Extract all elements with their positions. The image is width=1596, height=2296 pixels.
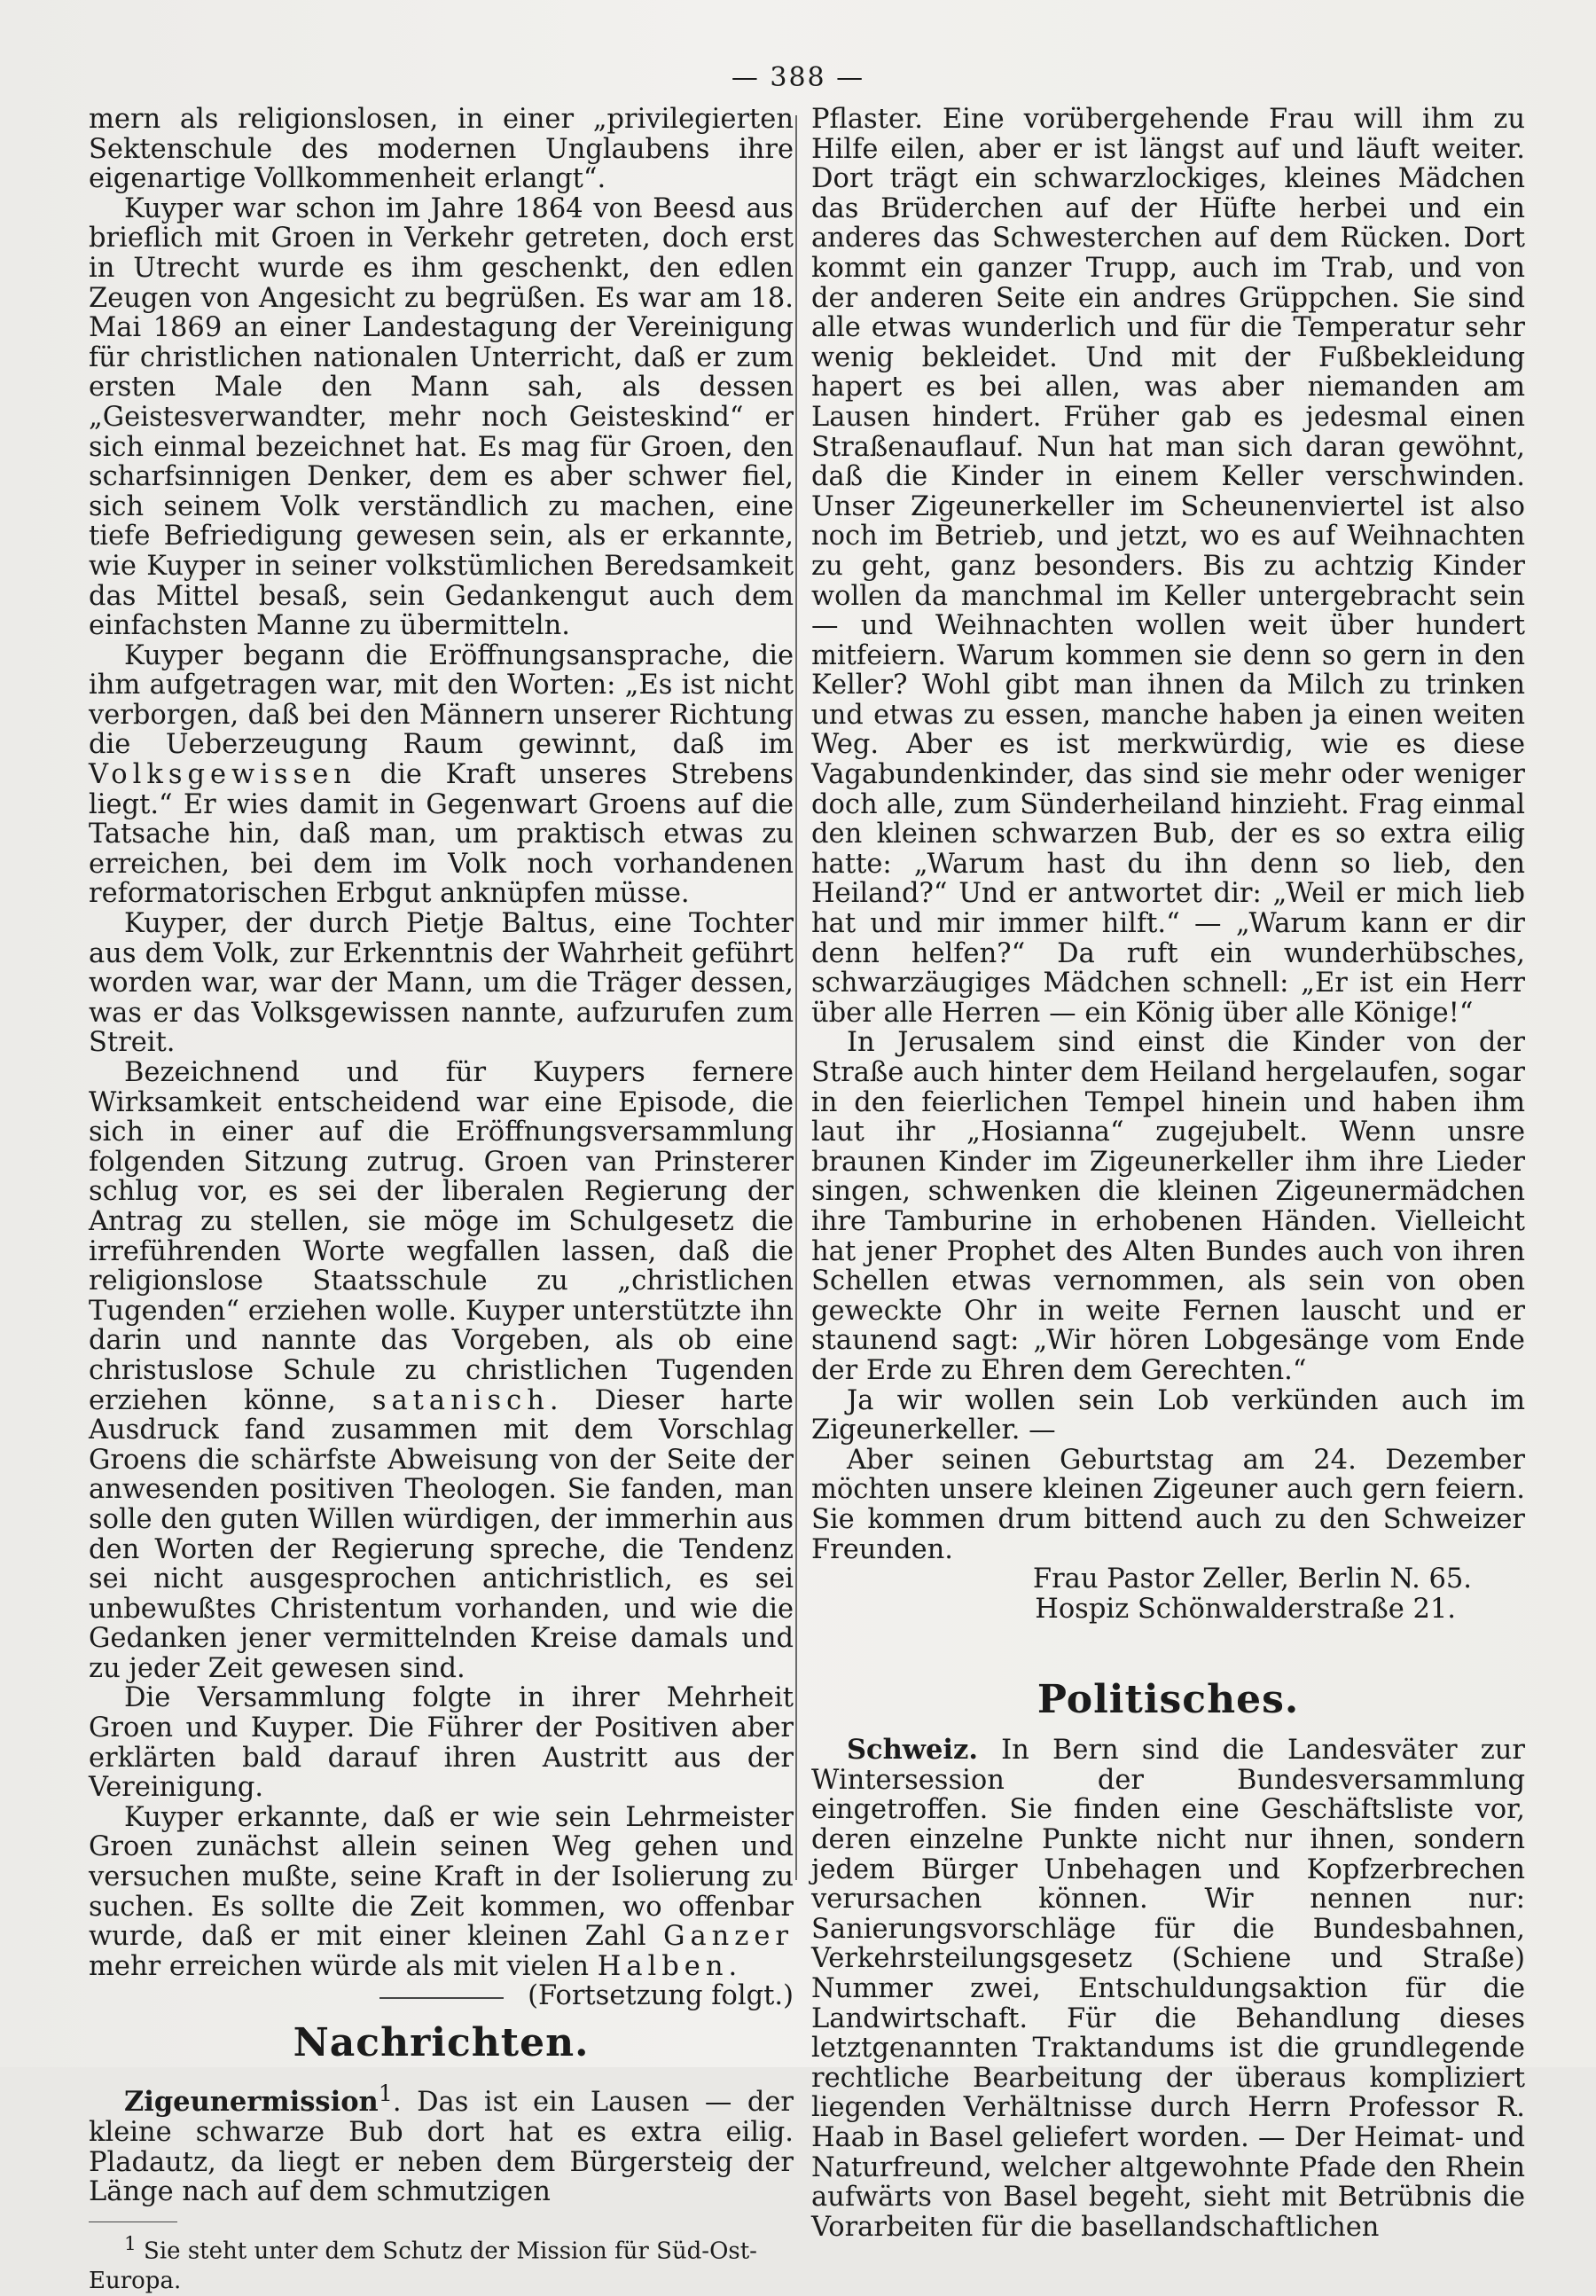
news-runin-title: Zigeunermission	[124, 2086, 379, 2119]
continuation-note: (Fortsetzung folgt.)	[528, 1980, 794, 2012]
left-column	[89, 105, 794, 2296]
paragraph: mern als religionslosen, in einer „privilegierten Sektenschule des modernen Unglaubens ihre eigenartige Vollkommenheit erlangt“.	[89, 104, 794, 195]
paragraph: Kuyper, der durch Pietje Baltus, eine Tochter aus dem Volk, zur Erkenntnis der Wahrheit geführt worden war, war der Mann, um die Träger dessen, was er das Volksgewissen nannte, aufzurufen zum Streit.	[89, 908, 794, 1059]
paragraph: Kuyper war schon im Jahre 1864 von Beesd aus brieflich mit Groen in Verkehr getreten, doch erst in Utrecht wurde es ihm geschenkt, den edlen Zeugen von Angesicht zu begrüßen. Es war am 18. Mai 1869 an einer Landestagung der Vereinigung für christlichen nationalen Unterricht, daß er zum ersten Male den Mann sah, als dessen „Geistesverwandter, mehr noch Geisteskind“ er sich einmal bezeichnet hat. Es mag für Groen, den scharfsinnigen Denker, dem es aber schwer fiel, sich seinem Volk verständlich zu machen, eine tiefe Befriedigung gewesen sein, als er erkannte, wie Kuyper in seiner volkstümlichen Beredsamkeit das Mittel besaß, sein Gedankengut auch dem einfachsten Manne zu übermitteln.	[89, 192, 794, 642]
paragraph	[89, 1058, 794, 1683]
footnote-text: Sie steht unter dem Schutz der Mission für Süd-Ost-Europa.	[89, 2238, 757, 2295]
news-text: . Das ist ein Lausen — der kleine schwarze Bub dort hat es extra eilig. Pladautz, da liegt er neben dem Bürgersteig der Länge nach auf dem schmutzigen	[89, 2087, 794, 2208]
paragraph-text: mehr erreichen würde als mit vielen	[89, 1950, 590, 1982]
spaced-word: Volksgewissen	[89, 759, 356, 791]
paragraph-text: Bezeichnend und für Kuypers fernere Wirksamkeit entscheidend war eine Episode, die sich in einer auf die Eröffnungsversammlung folgenden Sitzung zutrug. Groen van Prinsterer schlug vor, es sei der liberalen Regierung der Antrag zu stellen, sie möge im Schulgesetz die irreführenden Worte wegfallen lassen, daß die religionslose Staatsschule zu „christlichen Tugenden“ erziehen wolle. Kuyper unterstützte ihn darin und nannte das Vorgeben, als ob eine christuslose Schule zu christlichen Tugenden erziehen könne,	[89, 1057, 794, 1416]
paragraph-text: die Kraft unseres Strebens liegt.“ Er wies damit in Gegenwart Groens auf die Tatsache hin, daß man, um praktisch etwas zu erreichen, bei dem im Volk noch vorhandenen reformatorischen Erbgut anknüpfen müsse.	[89, 759, 794, 910]
spaced-word: Ganzer	[663, 1921, 794, 1953]
signature-line: Hospiz Schönwalderstraße 21.	[1035, 1593, 1456, 1625]
politics-text: In Bern sind die Landesväter zur Wintersession der Bundesversammlung eingetroffen. Sie finden eine Geschäftsliste vor, deren einzelne Punkte nicht nur ihnen, sondern jedem Bürger Unbehagen und Kopfzerbrechen verursachen können. Wir nennen nur: Sanierungsvorschläge für die Bundesbahnen, Verkehrsteilungsgesetz (Schiene und Straße) Nummer zwei, Entschuldungsaktion für die Landwirtschaft. Für die Behandlung dieses letztgenannten Traktandums ist die grundlegende rechtliche Bearbeitung der überaus kompliziert liegenden Verhältnisse durch Herrn Professor R. Haab in Basel geliefert worden. — Der Heimat- und Naturfreund, welcher altgewohnte Pfade den Rhein aufwärts von Basel begeht, sieht mit Betrübnis die Vorarbeiten für die basellandschaftlichen	[811, 1735, 1525, 2243]
politics-paragraph	[811, 1736, 1525, 2242]
footnote-rule	[89, 2222, 177, 2223]
right-column	[811, 105, 1525, 2242]
paragraph-text: . Dieser harte Ausdruck fand zusammen mit dem Vorschlag Groens die schärfste Abweisung von der Seite der anwesenden positiven Theologen. Sie fanden, man solle den guten Willen würdigen, der immerhin aus den Worten der Regierung spreche, die Tendenz sei nicht ausgesprochen antichristlich, es sei unbewußtes Christentum vorhanden, und wie die Gedanken jener vermittelnden Kreise damals und zu jeder Zeit gewesen sind.	[89, 1384, 794, 1684]
footnote-reference: 1	[378, 2080, 393, 2107]
page-number: — 388 —	[731, 62, 865, 93]
paragraph: Aber seinen Geburtstag am 24. Dezember möchten unsere kleinen Zigeuner auch gern feiern. Sie kommen drum bittend auch zu den Schweizer Freunden.	[811, 1444, 1525, 1565]
politics-runin-title: Schweiz.	[847, 1734, 978, 1767]
paragraph	[89, 641, 794, 909]
paragraph: Die Versammlung folgte in ihrer Mehrheit Groen und Kuyper. Die Führer der Positiven aber erklärten bald darauf ihren Austritt aus der Vereinigung.	[89, 1682, 794, 1804]
section-heading-politisches: Politisches.	[1037, 1677, 1300, 1723]
news-paragraph	[89, 2079, 794, 2207]
footnote	[89, 2229, 794, 2296]
paragraph-text: Kuyper erkannte, daß er wie sein Lehrmeister Groen zunächst allein seinen Weg gehen und versuchen mußte, seine Kraft in der Isolierung zu suchen. Es sollte die Zeit kommen, wo offenbar wurde, daß er mit einer kleinen Zahl	[89, 1801, 794, 1953]
column-divider	[795, 115, 797, 1880]
paragraph: Ja wir wollen sein Lob verkünden auch im Zigeunerkeller. —	[811, 1384, 1525, 1446]
signature-line: Frau Pastor Zeller, Berlin N. 65.	[1032, 1563, 1472, 1595]
paragraph: Pflaster. Eine vorübergehende Frau will ihm zu Hilfe eilen, aber er ist längst auf und läuft weiter. Dort trägt ein schwarzlockiges, kleines Mädchen das Brüderchen auf der Hüfte herbei und ein anderes das Schwesterchen auf dem Rücken. Dort kommt ein ganzer Trupp, auch im Trab, und von der anderen Seite ein andres Grüppchen. Sie sind alle etwas wunderlich und für die Temperatur sehr wenig bekleidet. Und mit der Fußbekleidung hapert es bei allen, was aber niemanden am Lausen hindert. Früher gab es jedesmal einen Straßenauflauf. Nun hat man sich daran gewöhnt, daß die Kinder in einem Keller verschwinden. Unser Zigeunerkeller im Scheunenviertel ist also noch im Betrieb, und jetzt, wo es auf Weihnachten zu geht, ganz besonders. Bis zu achtzig Kinder wollen da manchmal im Keller untergebracht sein — und Weihnachten wollen weit über hundert mitfeiern. Warum kommen sie denn so gern in den Keller? Wohl gibt man ihnen da Milch zu trinken und etwas zu essen, manche haben ja einen weiten Weg. Aber es ist merkwürdig, wie es diese Vagabundenkinder, das sind sie mehr oder weniger doch alle, zum Sünderheiland hinzieht. Frag einmal den kleinen schwarzen Bub, der es so extra eilig hatte: „Warum hast du ihn denn so lieb, den Heiland?“ Und er antwortet dir: „Weil er mich lieb hat und mir immer hilft.“ — „Warum kann er dir denn helfen?“ Da ruft ein wunderhübsches, schwarzäugiges Mädchen schnell: „Er ist ein Herr über alle Herren — ein König über alle Könige!“	[811, 104, 1525, 1029]
paragraph: In Jerusalem sind einst die Kinder von der Straße auch hinter dem Heiland hergelaufen, sogar in den feierlichen Tempel hinein und haben ihm laut ihr „Hosianna“ zugejubelt. Wenn unsre braunen Kinder im Zigeunerkeller ihm ihre Lieder singen, schwenken die kleinen Zigeunermädchen ihre Tamburine in erhobenen Händen. Vielleicht hat jener Prophet des Alten Bundes auch von ihren Schellen etwas vernommen, als sein von oben geweckte Ohr in weite Fernen lauscht und er staunend sagt: „Wir hören Lobgesänge vom Ende der Erde zu Ehren dem Gerechten.“	[811, 1027, 1525, 1386]
paragraph-text: Kuyper begann die Eröffnungsansprache, die ihm aufgetragen war, mit den Worten: „Es ist nicht verborgen, daß bei den Männern unserer Richtung die Ueberzeugung Raum gewinnt, daß im	[89, 639, 794, 761]
spaced-word: Halben.	[597, 1950, 743, 1982]
section-rule	[379, 1997, 504, 1999]
spaced-word: satanisch	[372, 1384, 550, 1416]
paragraph	[89, 1801, 794, 2012]
section-heading-nachrichten: Nachrichten.	[293, 2020, 590, 2066]
footnote-mark: 1	[124, 2233, 137, 2256]
